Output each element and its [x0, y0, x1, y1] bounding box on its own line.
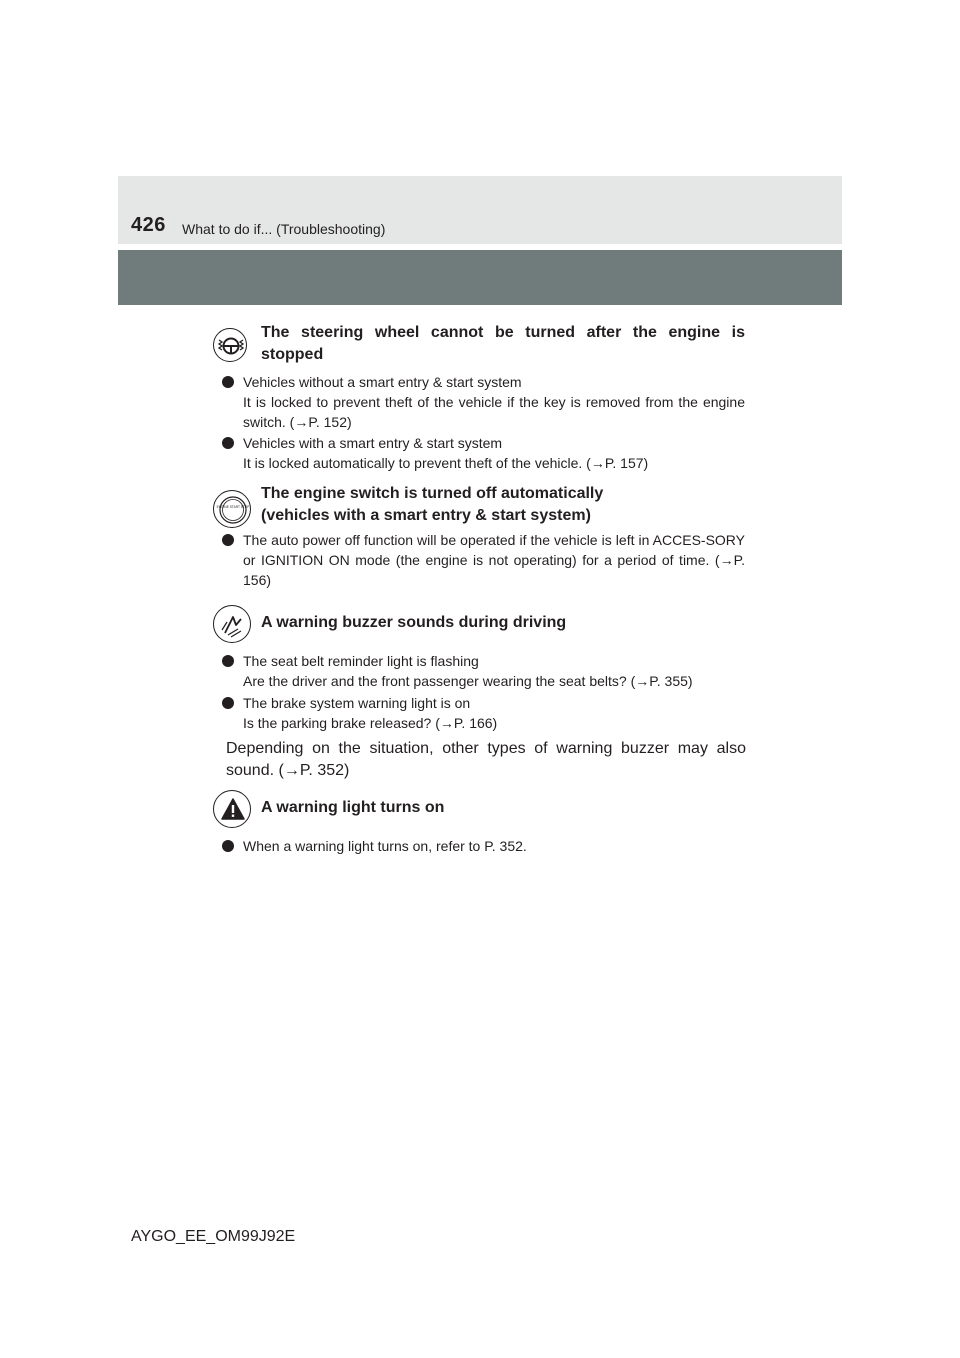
header-dark-band — [118, 250, 842, 305]
bullet-dot — [222, 840, 234, 852]
bullet-body: When a warning light turns on, refer to P. 352. — [243, 838, 527, 854]
list-item — [217, 530, 745, 590]
bullet-body: It is locked to prevent theft of the vehicle if the key is removed from the engine switch. (→P. 152) — [243, 394, 745, 430]
engine-icon-label: ENGINE START STOP — [216, 505, 250, 509]
bullet-title: Vehicles without a smart entry & start system — [243, 374, 522, 390]
list-item — [217, 372, 745, 432]
bullet-dot — [222, 655, 234, 667]
list-item — [217, 693, 745, 733]
bullet-body: Is the parking brake released? (→P. 166) — [243, 715, 498, 731]
document-code: AYGO_EE_OM99J92E — [131, 1228, 296, 1245]
bullet-dot — [222, 534, 234, 546]
bullet-title: The brake system warning light is on — [243, 695, 471, 711]
steering-lock-icon — [213, 328, 247, 362]
warning-triangle-icon — [213, 790, 251, 828]
engine-heading-line1: The engine switch is turned off automatically — [261, 485, 604, 502]
steering-heading: The steering wheel cannot be turned after the engine is stopped — [261, 324, 745, 363]
list-item — [217, 651, 745, 691]
bullet-dot — [222, 376, 234, 388]
bullet-title: Vehicles with a smart entry & start system — [243, 435, 503, 451]
bullet-title: The seat belt reminder light is flashing — [243, 653, 479, 669]
page-number: 426 — [131, 214, 166, 236]
warning-buzzer-icon — [213, 605, 251, 643]
section-title: What to do if... (Troubleshooting) — [182, 221, 386, 237]
bullet-body: The auto power off function will be operated if the vehicle is left in ACCES-SORY or IGNITION ON mode (the engine is not operating) for a period of time. (→P. 156) — [243, 532, 745, 588]
buzzer-heading: A warning buzzer sounds during driving — [261, 614, 567, 631]
bullet-body: Are the driver and the front passenger wearing the seat belts? (→P. 355) — [243, 673, 693, 689]
engine-heading-line2: (vehicles with a smart entry & start system) — [261, 507, 591, 524]
list-item — [217, 836, 745, 856]
bullet-body: It is locked automatically to prevent theft of the vehicle. (→P. 157) — [243, 455, 649, 471]
bullet-dot — [222, 437, 234, 449]
warning-light-heading: A warning light turns on — [261, 799, 445, 816]
list-item — [217, 433, 745, 473]
buzzer-paragraph: Depending on the situation, other types of warning buzzer may also sound. (→P. 352) — [226, 740, 746, 779]
engine-start-stop-icon — [213, 490, 251, 528]
bullet-dot — [222, 697, 234, 709]
